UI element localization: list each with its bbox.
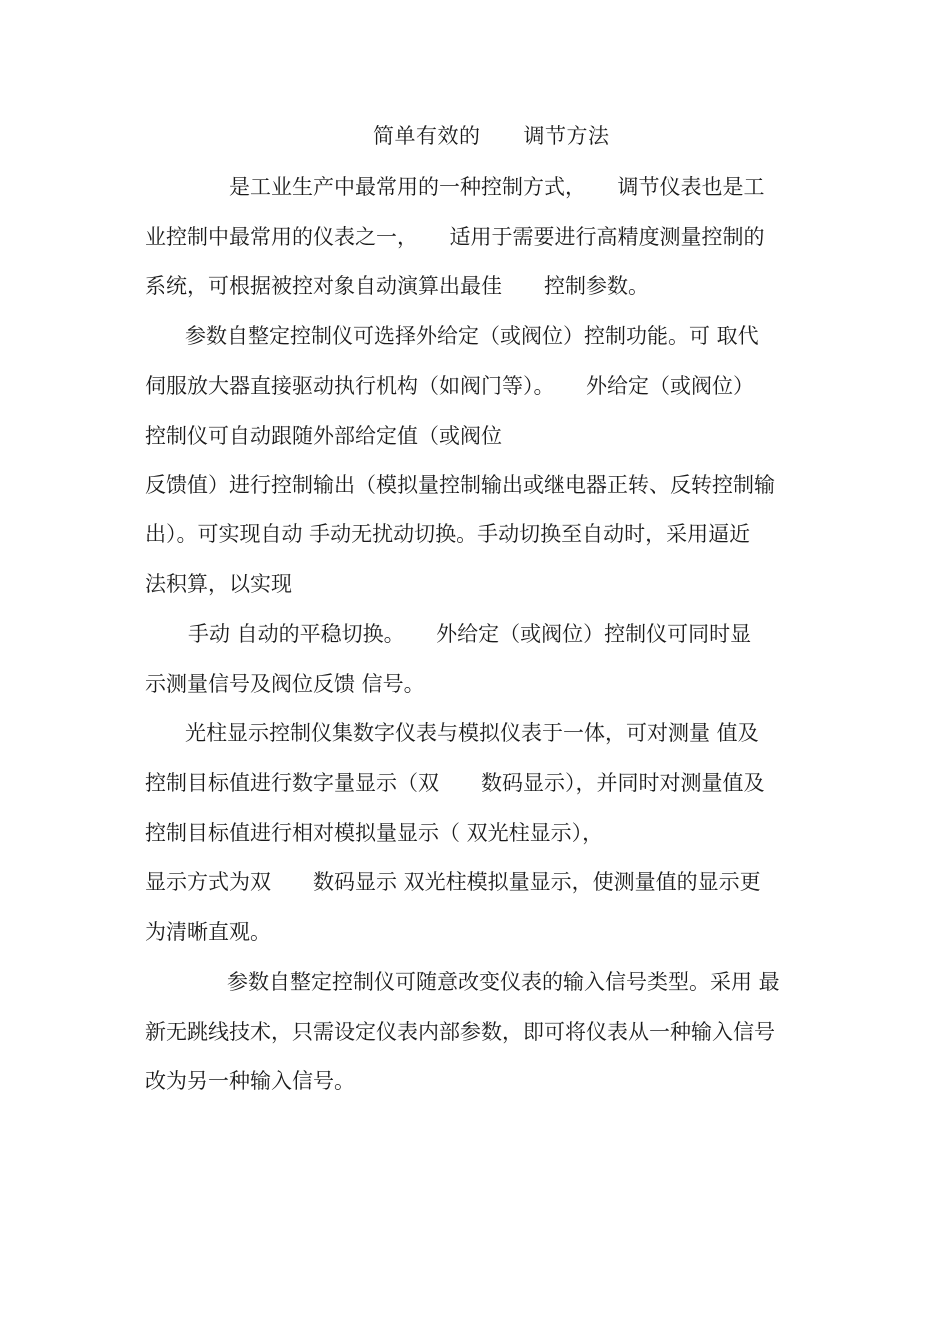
paragraph-line: 参数自整定控制仪可随意改变仪表的输入信号类型。采用 最 [227,970,780,994]
paragraph-line: 系统，可根据被控对象自动演算出最佳 控制参数。 [145,274,649,298]
paragraph-line: 新无跳线技术，只需设定仪表内部参数，即可将仪表从一种输入信号 [145,1020,775,1044]
paragraph-line: 出）。可实现自动 手动无扰动切换。手动切换至自动时，采用逼近 [145,522,751,546]
paragraph-line: 法积算，以实现 [145,572,292,596]
paragraph-line: 反馈值）进行控制输出（模拟量控制输出或继电器正转、反转控制输 [145,473,775,497]
paragraph-line: 控制目标值进行数字量显示（双 数码显示），并同时对测量值及 [145,771,765,795]
paragraph-line: 业控制中最常用的仪表之一， 适用于需要进行高精度测量控制的 [145,225,765,249]
paragraph-line: 伺服放大器直接驱动执行机构（如阀门等）。 外给定（或阀位） [145,374,754,398]
paragraph-line: 控制目标值进行相对模拟量显示（ 双光柱显示）， [145,821,604,845]
paragraph-line: 为清晰直观。 [145,920,271,944]
document-title: 简单有效的 调节方法 [373,124,610,148]
paragraph-line: 显示方式为双 数码显示 双光柱模拟量显示，使测量值的显示更 [145,870,761,894]
paragraph-line: 示测量信号及阀位反馈 信号。 [145,672,425,696]
paragraph-line: 参数自整定控制仪可选择外给定（或阀位）控制功能。可 取代 [185,324,759,348]
paragraph-line: 手动 自动的平稳切换。 外给定（或阀位）控制仪可同时显 [188,622,752,646]
paragraph-line: 控制仪可自动跟随外部给定值（或阀位 [145,424,502,448]
paragraph-line: 光柱显示控制仪集数字仪表与模拟仪表于一体，可对测量 值及 [185,721,759,745]
paragraph-line: 改为另一种输入信号。 [145,1069,355,1093]
paragraph-line: 是工业生产中最常用的一种控制方式， 调节仪表也是工 [229,175,765,199]
